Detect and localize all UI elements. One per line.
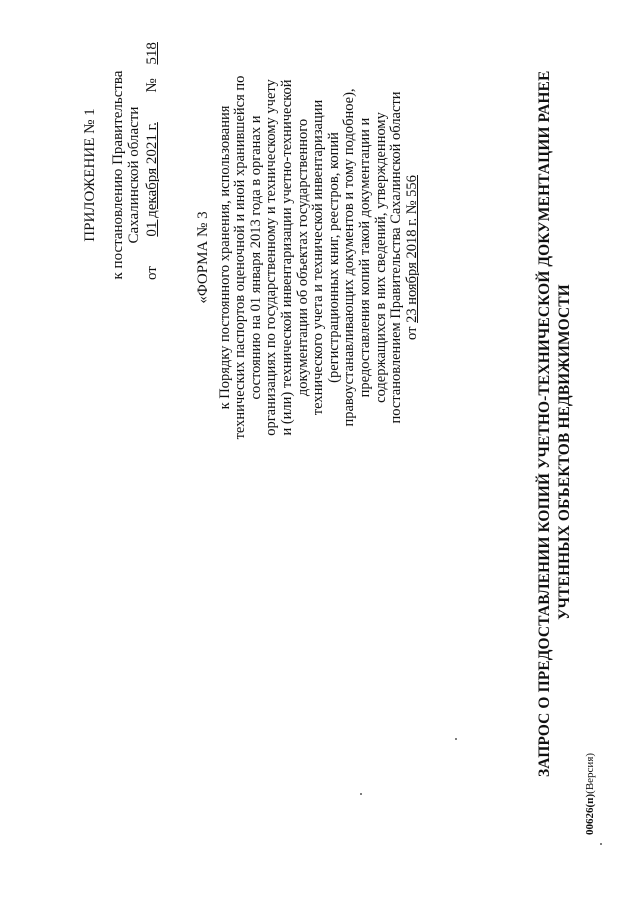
form-line: предоставления копий такой документации и [356,117,373,398]
version-label [584,753,596,835]
appendix-from-label: от [144,266,160,280]
appendix-header [82,42,160,280]
appendix-resolution-line: к постановлению Правительства [110,70,126,280]
form-line: документации об объектах государственного [294,118,311,397]
scan-speck [600,843,602,845]
form-line: постановлением Правительства Сахалинской области [388,91,405,424]
form-line: содержащихся в них сведений, утвержденному [372,112,389,403]
appendix-date-line [144,42,160,280]
form-last-date: 23 ноября 2018 г. № 556 [403,175,420,323]
form-line: состоянию на 01 января 2013 года в органах и [247,115,264,400]
form-line: организациях по государственному и техническому учету [263,79,280,436]
appendix-number-label: № [144,78,160,93]
form-title: «ФОРМА № 3 [195,211,211,304]
form-last-line [405,40,421,475]
version-code: 00626(п) [584,793,596,835]
appendix-title: ПРИЛОЖЕНИЕ № 1 [82,108,98,242]
form-line: технических паспортов оценочной и иной хранившейся по [232,75,249,440]
form-line: технического учета и технической инвентаризации [310,99,327,416]
scan-speck [455,738,457,740]
appendix-date: 01 декабря 2021 г. [144,122,160,237]
form-reference [196,40,420,475]
request-heading-line-1: ЗАПРОС О ПРЕДОСТАВЛЕНИИ КОПИЙ УЧЕТНО-ТЕХНИЧЕСКОЙ ДОКУМЕНТАЦИИ РАНЕЕ [536,70,553,777]
version-text: (Версия) [584,752,596,794]
scan-speck [360,793,362,795]
form-last-prefix: от [403,326,420,340]
form-line: и (или) технической инвентаризации учетно-технической [278,79,295,436]
request-heading-line-2: УЧТЕННЫХ ОБЪЕКТОВ НЕДВИЖИМОСТИ [556,284,573,620]
appendix-region-line: Сахалинской области [126,106,142,244]
request-heading [535,70,575,777]
form-line: правоустанавливающих документов и тому подобное), [341,88,358,427]
appendix-number: 518 [144,42,160,65]
form-line: (регистрационных книг, реестров, копий [325,132,342,383]
form-line: к Порядку постоянного хранения, использования [216,105,233,410]
